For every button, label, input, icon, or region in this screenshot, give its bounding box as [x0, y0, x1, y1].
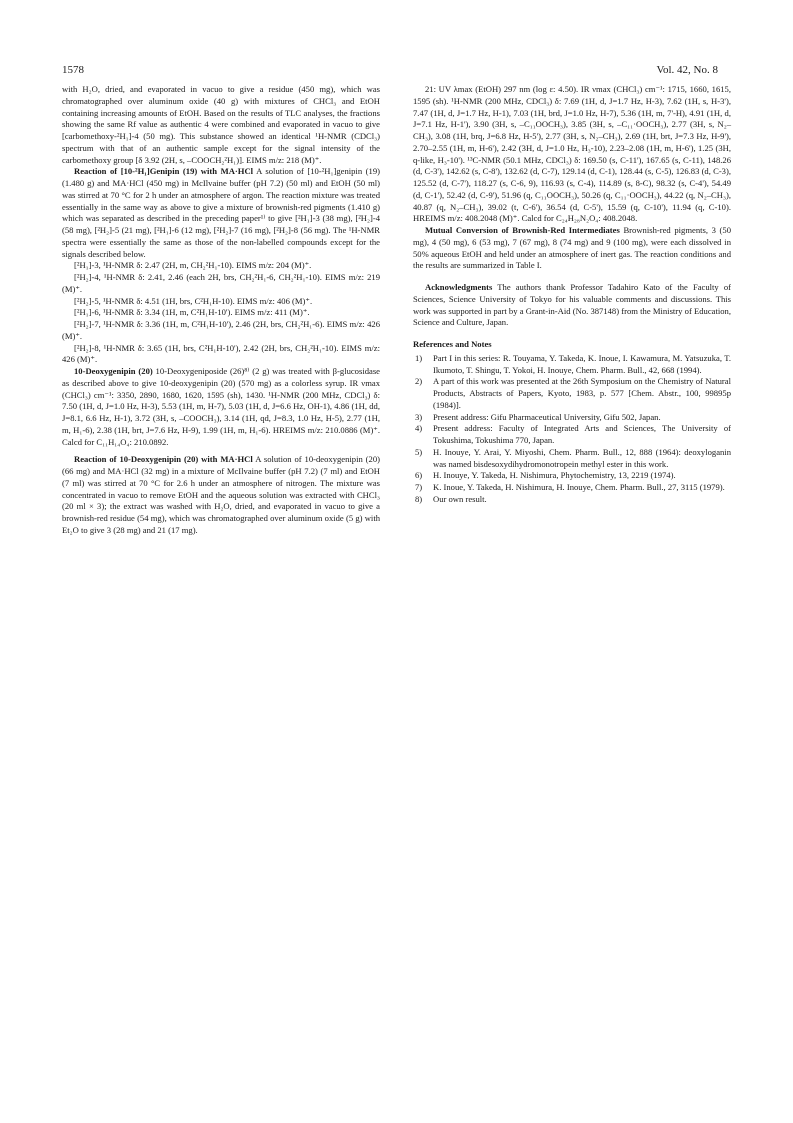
paragraph-compound-21: 21: UV λmax (EtOH) 297 nm (log ε: 4.50). IR νmax (CHCl₃) cm⁻¹: 1715, 1660, 1615, 1595 (sh). ¹H-NMR (200 MHz, CDCl₃) δ: 7.69 (1H, d, J=1.7 Hz, H-3), 7.62 (1H, s, H-3'), 7.47 (1H, d, J=1.7 Hz, H-1), 7.03 (1H, brd, J=1.0 Hz, H-7), 5.36 (1H, m, 7'-H), 4.91 (1H, d, J=7.1 Hz, H-1'), 3.90 (3H, s, –C₁₁OOCH₃), 3.85 (3H, s, –C₁₁·OOCH₃), 2.77 (3H, s, N₂–CH₃), 3.08 (1H, brq, J=6.8 Hz, H-5'), 2.77 (3H, s, N₂–CH₃), 2.69 (1H, brt, J=7.3 Hz, H-9'), 2.70–2.55 (1H, m, H-6'), 2.42 (3H, d, J=1.0 Hz, H₃-10), 2.23–2.08 (1H, m, H-6'), 1.25 (3H, q-like, H₃-10'). ¹³C-NMR (50.1 MHz, CDCl₃) δ: 169.50 (s, C-11'), 167.65 (s, C-11), 148.26 (d, C-3'), 142.62 (s, C-8'), 132.62 (d, C-7), 129.14 (d, C-1), 128.44 (s, C-5), 126.83 (d, C-3), 125.52 (d, C-7'), 118.27 (s, C-6, 9), 116.93 (s, C-4), 114.89 (s, 8-C), 98.32 (s, C-4'), 54.49 (d, C-1'), 52.42 (d, C-9'), 51.96 (q, C₁₁OOCH₃), 50.26 (q, C₁₁·OOCH₃), 44.22 (q, N₂–CH₃), 40.87 (q, N₂–CH₃), 39.02 (t, C-6'), 36.54 (d, C-5'), 15.59 (q, C-10'), 11.94 (q, C-10). HREIMS m/z: 408.2048 (M)⁺. Calcd for C₂₄H₂₈N₂O₄: 408.2048. — [413, 84, 731, 224]
reference-item — [413, 353, 731, 377]
reference-item — [413, 470, 731, 482]
reference-number: 2) — [415, 376, 423, 387]
section-title-deoxygenipin-reaction: Reaction of 10-Deoxygenipin (20) with MA·HCl — [74, 454, 253, 465]
paragraph-acknowledgments — [413, 282, 731, 329]
acknowledgments-body: The authors thank Professor Tadahiro Kato of the Faculty of Sciences, Science University of Tokyo for his valuable comments and discussions. This work was supported in part by a Grant-in-Aid (No. 387148) from the Ministry of Education, Science and Culture, Japan. — [413, 282, 731, 328]
nmr-entry-8: [²H₂]-8, ¹H-NMR δ: 3.65 (1H, brs, C²H₁H-10'), 2.42 (2H, brs, CH₂²H₁-10). EIMS m/z: 426 (M)⁺. — [62, 342, 380, 365]
reference-text: H. Inouye, Y. Takeda, H. Nishimura, Phytochemistry, 13, 2219 (1974). — [433, 470, 676, 481]
nmr-entry-3: [²H₁]-3, ¹H-NMR δ: 2.47 (2H, m, CH₂²H₁-10). EIMS m/z: 204 (M)⁺. — [74, 260, 312, 271]
right-column — [413, 84, 731, 506]
left-column — [62, 84, 380, 537]
reference-text: Present address: Faculty of Integrated Arts and Sciences, The University of Tokushima, Tokushima 770, Japan. — [433, 423, 731, 445]
page-number: 1578 — [62, 64, 84, 76]
section-body-mutual-conversion: Brownish-red pigments, 3 (50 mg), 4 (50 mg), 6 (53 mg), 7 (67 mg), 8 (74 mg) and 9 (100 mg), were each dissolved in 50% aqueous EtOH and held under an atmosphere of inert gas. The reaction conditions and the results are summarized in Table I. — [413, 225, 732, 271]
references-title: References and Notes — [413, 339, 492, 349]
acknowledgments-title: Acknowledgments — [425, 282, 493, 292]
reference-number: 5) — [415, 446, 423, 457]
section-body-deoxygenipin: 10-Deoxygeniposide (26)⁸⁾ (2 g) was treated with β-glucosidase as described above to give 10-deoxygenipin (20) (570 mg) as a colorless syrup. IR νmax (CHCl₃) cm⁻¹: 3350, 2890, 1680, 1620, 1595 (sh), 1430. ¹H-NMR (200 MHz, CDCl₃) δ: 7.50 (1H, d, J=1.0 Hz, H-3), 5.53 (1H, m, H-7), 5.03 (1H, d, J=6.6 Hz, OH-1), 4.86 (1H, dd, J=8.1, 6.6 Hz, H-1), 3.72 (3H, s, –COOCH₃), 3.14 (1H, qd, J=8.3, 1.0 Hz, H-5), 2.77 (1H, m, H₁-6), 2.38 (1H, brt, J=7.6 Hz, H-9), 1.99 (1H, m, H₁-6). HREIMS m/z: 210.0886 (M)⁺. Calcd for C₁₁H₁₄O₄: 210.0892. — [62, 366, 380, 447]
reference-text: H. Inouye, Y. Arai, Y. Miyoshi, Chem. Pharm. Bull., 12, 888 (1964): deoxyloganin was named bisdesoxydihydromonotropein methyl ester in this work. — [433, 446, 731, 469]
reference-item — [413, 376, 731, 411]
reference-item — [413, 412, 731, 424]
references-list — [413, 353, 731, 506]
reference-number: 3) — [415, 411, 423, 422]
nmr-entry-6: [²H₁]-6, ¹H-NMR δ: 3.34 (1H, m, C²H₁H-10'). EIMS m/z: 411 (M)⁺. — [74, 307, 310, 318]
paragraph-genipin-reaction — [62, 166, 380, 260]
paragraph-mutual-conversion — [413, 225, 731, 272]
section-title-genipin-reaction: Reaction of [10-²H₁]Genipin (19) with MA·HCl — [74, 166, 254, 177]
paragraph-deoxygenipin-reaction — [62, 454, 380, 536]
reference-number: 8) — [415, 493, 423, 504]
nmr-entry-5: [²H₂]-5, ¹H-NMR δ: 4.51 (1H, brs, C²H₁H-10). EIMS m/z: 406 (M)⁺. — [74, 295, 313, 306]
reference-item — [413, 423, 731, 447]
nmr-entry-4: [²H₂]-4, ¹H-NMR δ: 2.41, 2.46 (each 2H, brs, CH₂²H₁-6, CH₂²H₁-10). EIMS m/z: 219 (M)⁺. — [62, 272, 380, 294]
reference-item — [413, 482, 731, 494]
reference-number: 1) — [415, 352, 423, 363]
reference-item — [413, 447, 731, 471]
reference-text: Our own result. — [433, 493, 487, 504]
reference-number: 6) — [415, 470, 423, 481]
reference-text: Present address: Gifu Pharmaceutical University, Gifu 502, Japan. — [433, 411, 661, 422]
section-body-deoxygenipin-reaction: A solution of 10-deoxygenipin (20) (66 mg) and MA·HCl (32 mg) in a mixture of McIlvaine buffer (pH 7.2) (7 ml) and EtOH (7 ml) was stirred at 70 °C for 2.6 h under an atmosphere of nitrogen. The mixture was concentrated in vacuo to remove EtOH and the aqueous solution was extracted with CHCl₃ (20 ml × 3); the extract was washed with H₂O, dried, and evaporated in vacuo to give a brownish-red residue (54 mg), which was chromatographed over aluminum oxide (5 g) with Et₂O to give 3 (28 mg) and 21 (17 mg). — [62, 454, 380, 535]
reference-text: A part of this work was presented at the 26th Symposium on the Chemistry of Natural Products, Abstracts of Papers, Kyoto, 1983, p. 577 [Chem. Abstr., 100, 99895p (1984)]. — [433, 376, 731, 410]
reference-item — [413, 494, 731, 506]
nmr-entry-7: [²H₂]-7, ¹H-NMR δ: 3.36 (1H, m, C²H₁H-10'), 2.46 (2H, brs, CH₂²H₁-6). EIMS m/z: 426 (M)⁺. — [62, 319, 380, 341]
reference-number: 7) — [415, 482, 423, 492]
section-title-deoxygenipin: 10-Deoxygenipin (20) — [74, 366, 153, 376]
paragraph-deoxygenipin — [62, 366, 380, 448]
reference-number: 4) — [415, 423, 423, 434]
reference-text: K. Inoue, Y. Takeda, H. Nishimura, H. Inouye, Chem. Pharm. Bull., 27, 3115 (1979). — [433, 482, 725, 492]
journal-volume: Vol. 42, No. 8 — [656, 64, 718, 76]
section-title-mutual-conversion: Mutual Conversion of Brownish-Red Intermediates — [425, 225, 620, 235]
section-body-genipin-reaction: A solution of [10-²H₁]genipin (19) (1.480 g) and MA·HCl (450 mg) in McIlvaine buffer (pH 7.2) (50 ml) and EtOH (50 ml) was stirred at 70 °C for 2 h under an atmosphere of argon. The reaction mixture was treated essentially in the same way as above to give a mixture of brownish-red pigments (1.410 g) which was separated as described in the preceding paper¹⁾ to give [²H₁]-3 (38 mg), [²H₂]-4 (58 mg), [²H₂]-5 (21 mg), [²H₁]-6 (12 mg), [²H₂]-7 (16 mg), [²H₂]-8 (56 mg). The ¹H-NMR spectra were essentially the same as those of the non-labelled compounds except for the signals described below. — [62, 166, 380, 259]
paragraph-chromatography: with H₂O, dried, and evaporated in vacuo to give a residue (450 mg), which was chromatographed over aluminum oxide (40 g) with mixtures of CHCl₃ and EtOH containing increasing amounts of EtOH. Based on the results of TLC analyses, the fractions showing the same Rf value as authentic 4 were combined and evaporated in vacuo to give [carbomethoxy-²H₁]-4 (50 mg). This substance showed an identical ¹H-NMR (CDCl₃) spectrum with that of an authentic sample except for the signal intensity of the carbomethoxy group [δ 3.92 (2H, s, –COOCH₂²H₁)]. EIMS m/z: 218 (M)⁺. — [62, 84, 380, 165]
reference-text: Part I in this series: R. Touyama, Y. Takeda, K. Inoue, I. Kawamura, M. Yatsuzuka, T. Ikumoto, T. Shingu, T. Yokoi, H. Inouye, Chem. Pharm. Bull., 42, 668 (1994). — [433, 352, 731, 375]
